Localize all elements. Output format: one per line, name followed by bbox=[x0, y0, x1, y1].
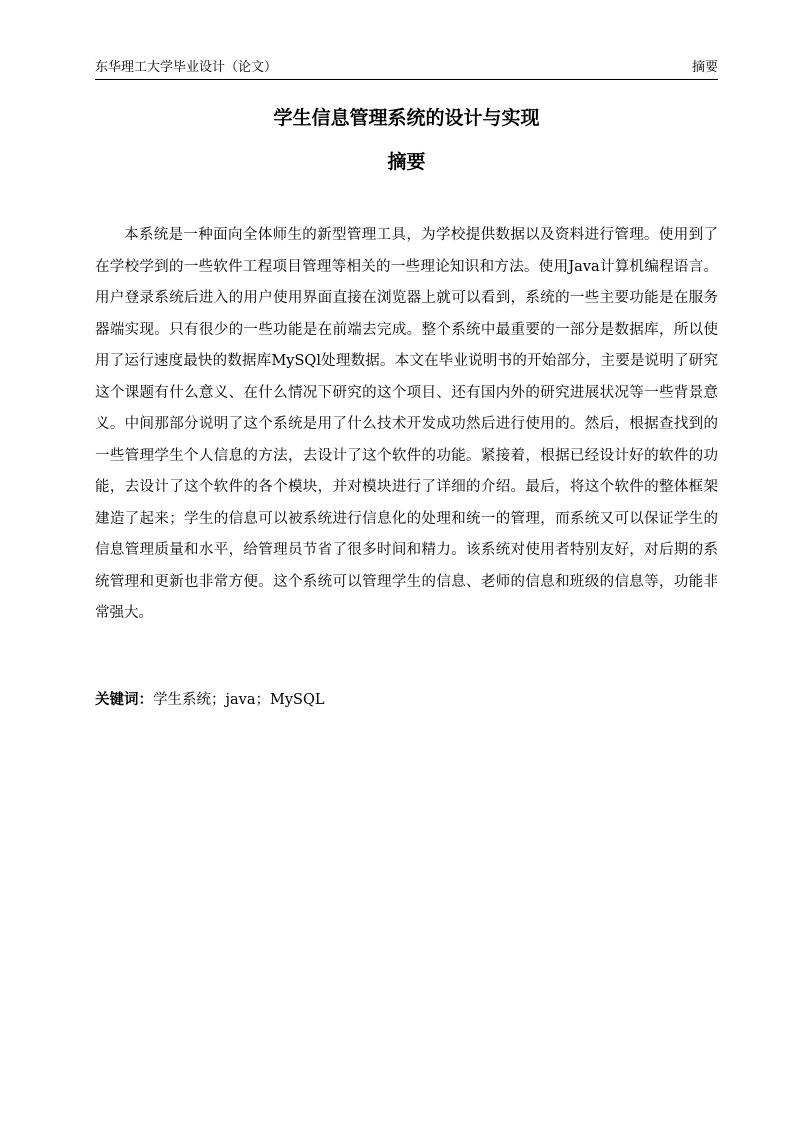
header-section: 摘要 bbox=[691, 60, 718, 75]
page-header bbox=[95, 57, 718, 80]
keywords-line bbox=[95, 686, 718, 714]
thesis-title: 学生信息管理系统的设计与实现 bbox=[273, 107, 540, 129]
abstract-body: 本系统是一种面向全体师生的新型管理工具，为学校提供数据以及资料进行管理。使用到了在学校学到的一些软件工程项目管理等相关的一些理论知识和方法。使用Java计算机编程语言。用户登录系统后进入的用户使用界面直接在浏览器上就可以看到，系统的一些主要功能是在服务器端实现。只有很少的一些功能是在前端去完成。整个系统中最重要的一部分是数据库，所以使用了运行速度最快的数据库MySQl处理数据。本文在毕业说明书的开始部分，主要是说明了研究这个课题有什么意义、在什么情况下研究的这个项目、还有国内外的研究进展状况等一些背景意义。中间那部分说明了这个系统是用了什么技术开发成功然后进行使用的。然后，根据查找到的一些管理学生个人信息的方法，去设计了这个软件的功能。紧接着，根据已经设计好的软件的功能，去设计了这个软件的各个模块，并对模块进行了详细的介绍。最后，将这个软件的整体框架建造了起来；学生的信息可以被系统进行信息化的处理和统一的管理，而系统又可以保证学生的信息管理质量和水平，给管理员节省了很多时间和精力。该系统对使用者特别友好，对后期的系统管理和更新也非常方便。这个系统可以管理学生的信息、老师的信息和班级的信息等，功能非常强大。 bbox=[95, 227, 718, 621]
header-institution: 东华理工大学毕业设计（论文） bbox=[95, 60, 278, 75]
keywords-label: 关键词： bbox=[95, 691, 153, 708]
abstract-heading: 摘要 bbox=[387, 151, 426, 173]
keywords-value: 学生系统；java；MySQL bbox=[153, 692, 325, 708]
